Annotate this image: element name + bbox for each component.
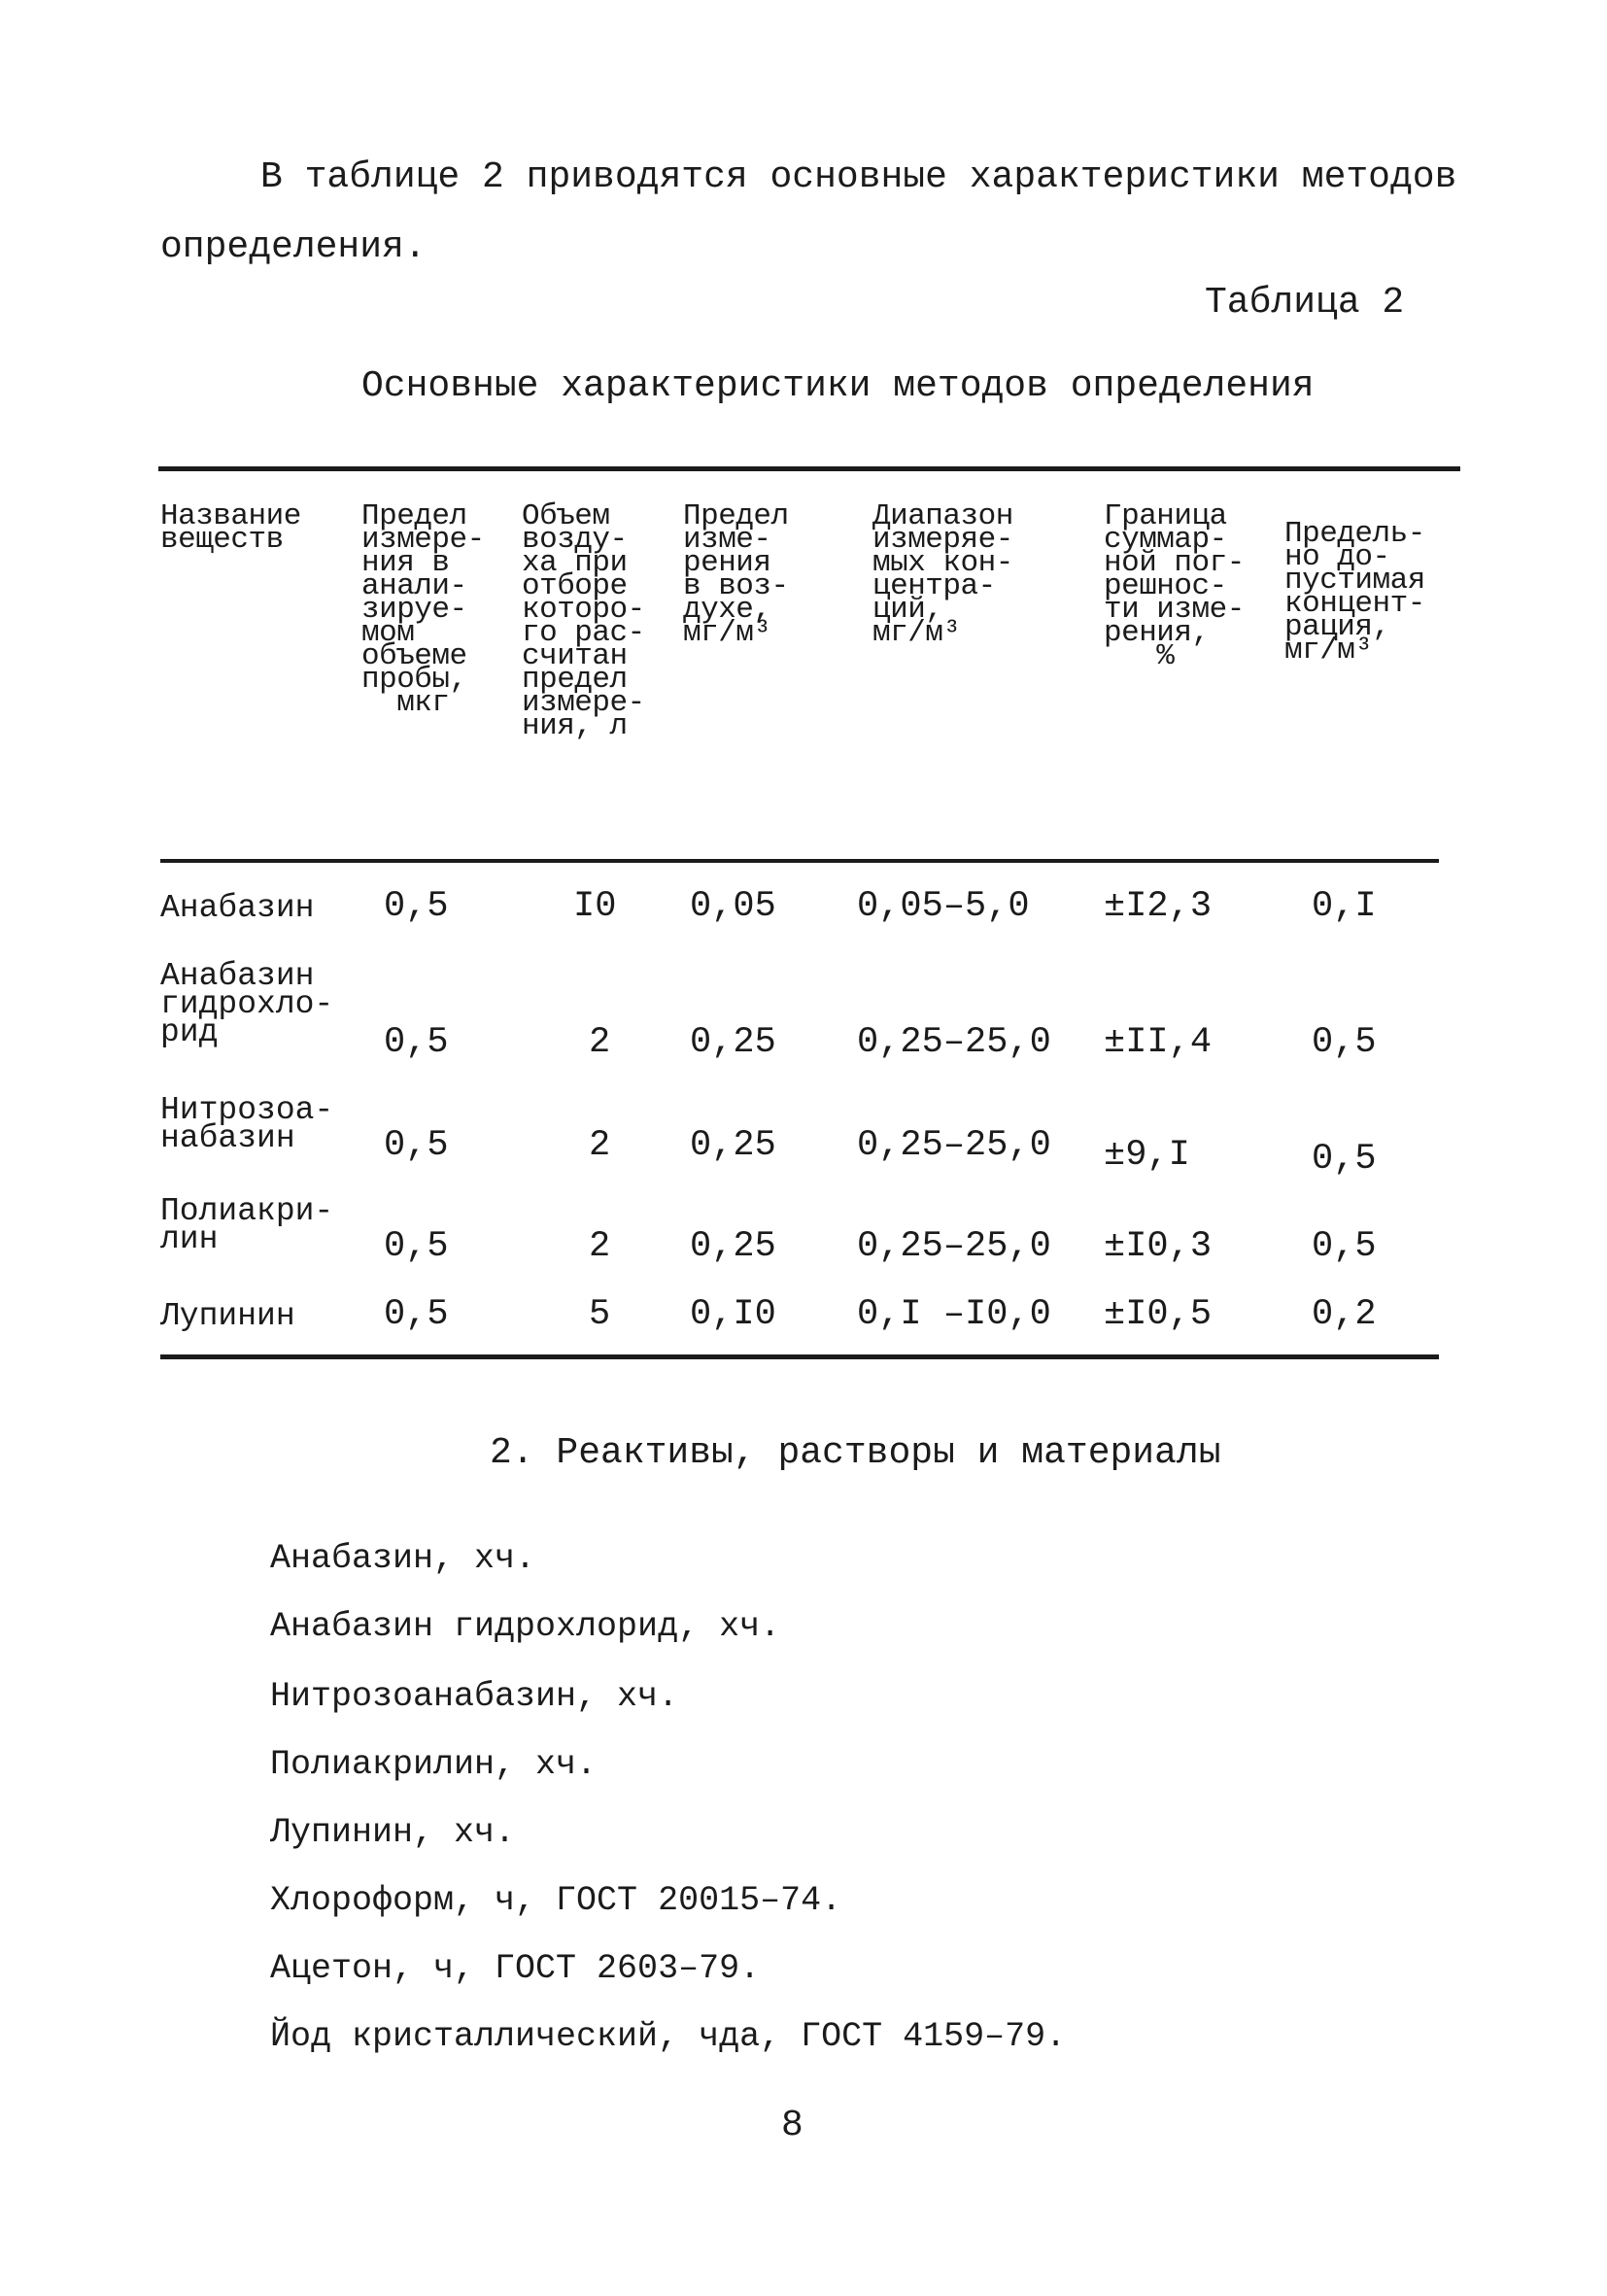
list-item: Полиакрилин, хч. <box>270 1745 598 1784</box>
cell-range: 0,05–5,0 <box>857 886 1030 927</box>
cell-mac: 0,5 <box>1312 1139 1377 1180</box>
table-label: Таблица 2 <box>1205 282 1405 324</box>
cell-air-limit: 0,25 <box>690 1125 776 1166</box>
cell-air-limit: 0,25 <box>690 1226 776 1267</box>
cell-air-volume: 2 <box>589 1125 611 1166</box>
list-item: Анабазин, хч. <box>270 1539 536 1578</box>
cell-mac: 0,5 <box>1312 1022 1377 1063</box>
cell-sample-limit: 0,5 <box>384 886 449 927</box>
table-top-rule <box>158 466 1460 471</box>
cell-air-limit: 0,05 <box>690 886 776 927</box>
table-header-rule <box>160 859 1439 863</box>
header-substance: Название веществ <box>160 499 301 557</box>
cell-mac: 0,5 <box>1312 1226 1377 1267</box>
list-item: Анабазин гидрохлорид, хч. <box>270 1607 781 1646</box>
page-number: 8 <box>781 2105 804 2146</box>
row-name-nitrosoanabasine: Нитрозоа- набазин <box>160 1092 334 1156</box>
cell-range: 0,25–25,0 <box>857 1125 1051 1166</box>
cell-error: ±I2,3 <box>1104 886 1213 927</box>
section-title: 2. Реактивы, растворы и материалы <box>490 1432 1221 1474</box>
cell-sample-limit: 0,5 <box>384 1125 449 1166</box>
header-air-limit: Предел изме- рения в воз- духе, мг/м³ <box>683 499 789 650</box>
cell-air-volume: 5 <box>589 1294 611 1335</box>
cell-air-volume: 2 <box>589 1226 611 1267</box>
row-name-polyacrylin: Полиакри- лин <box>160 1193 334 1257</box>
cell-sample-limit: 0,5 <box>384 1022 449 1063</box>
cell-sample-limit: 0,5 <box>384 1294 449 1335</box>
row-name-lupinine: Лупинин <box>160 1298 295 1334</box>
cell-error: ±9,I <box>1104 1135 1190 1176</box>
row-name-anabasine: Анабазин <box>160 890 315 926</box>
cell-error: ±II,4 <box>1104 1022 1213 1063</box>
header-air-volume: Объем возду- ха при отборе которо- го рас- считан предел измере- ния, л <box>522 499 645 743</box>
cell-sample-limit: 0,5 <box>384 1226 449 1267</box>
cell-range: 0,25–25,0 <box>857 1022 1051 1063</box>
cell-error: ±I0,5 <box>1104 1294 1213 1335</box>
cell-mac: 0,I <box>1312 886 1377 927</box>
list-item: Ацетон, ч, ГОСТ 2603–79. <box>270 1949 761 1988</box>
list-item: Хлороформ, ч, ГОСТ 20015–74. <box>270 1881 842 1920</box>
table-title: Основные характеристики методов определения <box>361 365 1315 407</box>
row-name-anabasine-hydrochloride: Анабазин гидрохло- рид <box>160 958 334 1050</box>
cell-mac: 0,2 <box>1312 1294 1377 1335</box>
list-item: Нитрозоанабазин, хч. <box>270 1677 679 1716</box>
cell-range: 0,I –I0,0 <box>857 1294 1051 1335</box>
header-range: Диапазон измеряе- мых кон- центра- ций, мг/м³ <box>872 499 1013 650</box>
header-mac: Предель- но до- пустимая концент- рация, мг/м³ <box>1284 517 1425 668</box>
cell-air-limit: 0,25 <box>690 1022 776 1063</box>
cell-air-limit: 0,I0 <box>690 1294 776 1335</box>
intro-line-2: определения. <box>160 226 427 268</box>
list-item: Лупинин, хч. <box>270 1813 516 1852</box>
cell-air-volume: I0 <box>573 886 617 927</box>
list-item: Йод кристаллический, чда, ГОСТ 4159–79. <box>270 2017 1067 2056</box>
cell-range: 0,25–25,0 <box>857 1226 1051 1267</box>
cell-error: ±I0,3 <box>1104 1226 1213 1267</box>
header-sample-limit: Предел измере- ния в анали- зируе- мом объеме пробы, мкг <box>361 499 485 720</box>
intro-line-1: В таблице 2 приводятся основные характеристики методов <box>260 156 1457 198</box>
header-error: Граница суммар- ной пог- решнос- ти изме- рения, % <box>1104 499 1245 673</box>
cell-air-volume: 2 <box>589 1022 611 1063</box>
table-bottom-rule <box>160 1354 1439 1359</box>
